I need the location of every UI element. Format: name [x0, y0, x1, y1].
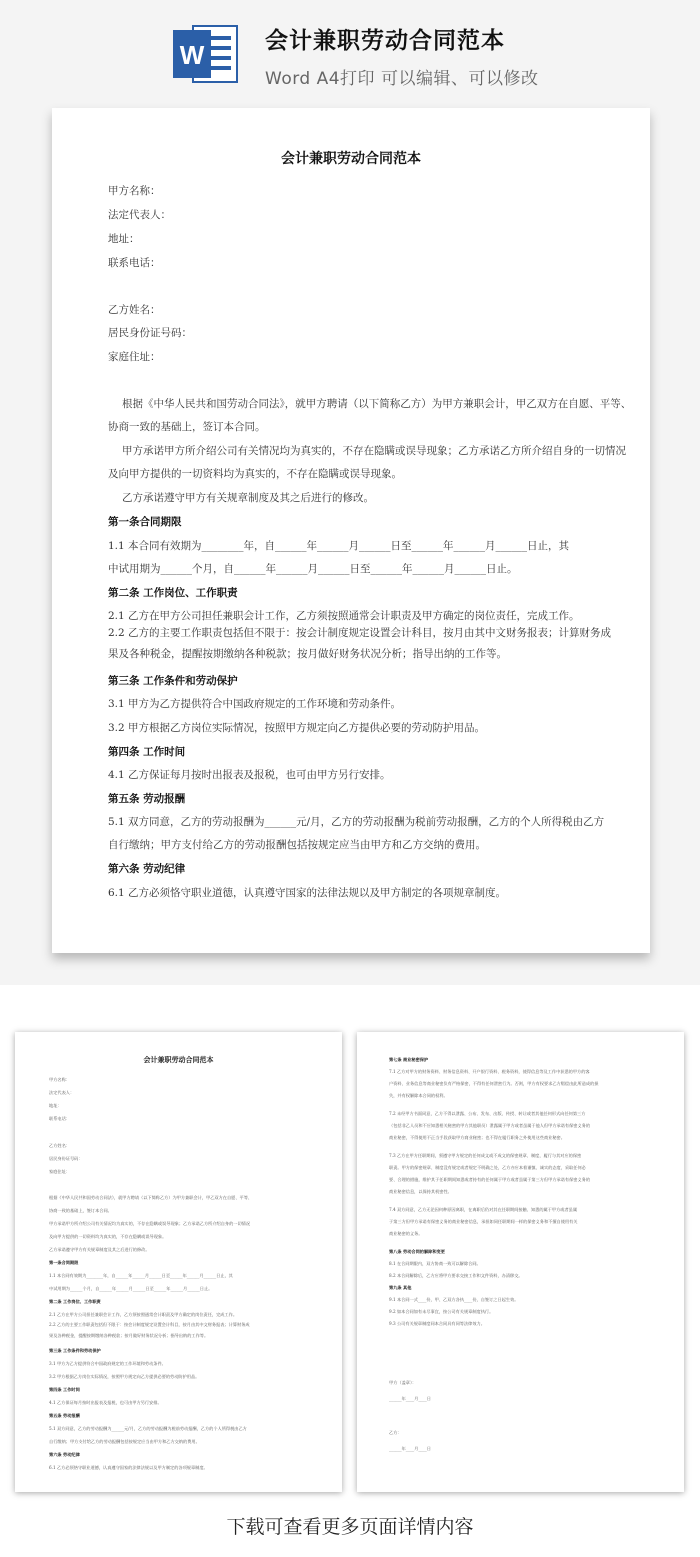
thumb-line: 家庭住址：: [49, 1169, 70, 1174]
thumb-line: ______年____月____日: [389, 1396, 431, 1401]
thumb-line: 职责。甲方的保密规章、制度没有规定或者规定不明确之处，乙方亦应本着谨慎、诚实的态度，采取任何必: [389, 1165, 586, 1170]
thumbnail-page-2[interactable]: [357, 1032, 684, 1492]
party-b-name: 乙方姓名：: [108, 304, 161, 316]
thumb-line: 户资料、业务信息等商业秘密负有严格保密，不得有任何泄密行为。否则，甲方有权要求乙方赔偿由此所造成的损: [389, 1081, 599, 1086]
thumb-line: 第七条 商业秘密保护: [389, 1057, 429, 1062]
section-5-title: 第五条 劳动报酬: [108, 793, 186, 805]
thumb-line: 8.2 本合同解除后，乙方应将甲方要求交接工作和文件资料，办清移交。: [389, 1273, 523, 1278]
section-2-line: 2.2 乙方的主要工作职责包括但不限于：按会计制度规定设置会计科目，按月由其中文财务报表；计算财务成: [108, 627, 612, 639]
thumb-line: 商业秘密的义务。: [389, 1231, 423, 1236]
section-4-title: 第四条 工作时间: [108, 746, 186, 758]
thumb-line: 居民身份证号码：: [49, 1156, 83, 1161]
thumb-line: 地址：: [49, 1103, 62, 1108]
thumb-line: 果及各种税金，提醒按期缴纳各种税款；按月做好财务状况分析；指导出纳的工作等。: [49, 1333, 209, 1338]
thumb-line: 第四条 工作时间: [49, 1387, 80, 1392]
thumb-line: 甲方承诺甲方所介绍公司有关情况均为真实的，不存在隐瞒或误导现象；乙方承诺乙方所介绍自身的一切情况: [49, 1221, 251, 1226]
section-1-line: 1.1 本合同有效期为________年，自______年______月______日至______年______月______日止，其: [108, 540, 570, 552]
preamble-line: 及向甲方提供的一切资料均为真实的，不存在隐瞒或误导现象。: [108, 468, 402, 480]
thumb-line: 2.1 乙方在甲方公司担任兼职会计工作，乙方须按照通常会计职责及甲方确定的岗位责任，完成工作。: [49, 1312, 238, 1317]
thumb-line: 第二条 工作岗位、工作职责: [49, 1299, 101, 1304]
thumb-line: 6.1 乙方必须恪守职业道德，认真遵守国家的法律法规以及甲方制定的各项规章制度。: [49, 1465, 208, 1470]
thumbnail-page-1[interactable]: [15, 1032, 342, 1492]
thumb-line: 自行缴纳；甲方支付给乙方的劳动报酬包括按规定应当由甲方和乙方交纳的费用。: [49, 1439, 200, 1444]
party-b-address: 家庭住址：: [108, 351, 161, 363]
section-2-title: 第二条 工作岗位、工作职责: [108, 587, 238, 599]
thumb-line: 3.2 甲方根据乙方岗位实际情况，按照甲方规定向乙方提供必要的劳动防护用品。: [49, 1374, 200, 1379]
thumb-line: 第一条合同期限: [49, 1260, 79, 1265]
section-1-line: 中试用期为______个月，自______年______月______日至______年______月______日止。: [108, 563, 518, 575]
thumb-title: 会计兼职劳动合同范本: [143, 1056, 214, 1064]
header-subtitle: Word A4打印 可以编辑、可以修改: [265, 69, 539, 89]
svg-text:W: W: [179, 40, 205, 70]
thumb-line: 根据《中华人民共和国劳动合同法》，就甲方聘请（以下简称乙方）为甲方兼职会计，甲乙双方在自愿、平等、: [49, 1195, 253, 1200]
thumb-line: 1.1 本合同有效期为________年，自______年______月______日至______年______月______日止，其: [49, 1273, 233, 1278]
thumb-line: 协商一致的基础上，签订本合同。: [49, 1208, 112, 1213]
section-5-line: 自行缴纳；甲方支付给乙方的劳动报酬包括按规定应当由甲方和乙方交纳的费用。: [108, 839, 486, 851]
section-5-line: 5.1 双方同意，乙方的劳动报酬为______元/月，乙方的劳动报酬为税前劳动报酬，乙方的个人所得税由乙方: [108, 816, 605, 828]
thumb-line: 7.4 双方同意，乙方无论因何种原因离职，在离职后仍对其在任职期间接触、知悉的属于甲方或者虽属: [389, 1207, 578, 1212]
section-3-title: 第三条 工作条件和劳动保护: [108, 675, 238, 687]
thumb-line: 2.2 乙方的主要工作职责包括但不限于：按会计制度规定设置会计科目，按月由其中文财务报表；计算财务成: [49, 1322, 250, 1327]
thumb-line: 商业秘密，不得使用不正当手段获取甲方商业秘密；也不得在履行职务之外使用这些商业秘密。: [389, 1135, 565, 1140]
thumb-line: （包括非乙人员和不应知悉相关秘密的甲方其他职员）泄露属于甲方或者虽属于他人但甲方承诺有保密义务的: [389, 1123, 591, 1128]
thumb-line: 9.1 本合同一式____份，甲、乙双方各执____份，自签订之日起生效。: [389, 1297, 519, 1302]
thumbnail-area: [0, 985, 700, 1557]
thumb-line: 于第三方但甲方承诺有保密义务的商业秘密信息，承担如同任职期间一样的保密义务和不擅自使用有关: [389, 1219, 578, 1224]
document-page: [52, 108, 650, 953]
thumb-line: 5.1 双方同意，乙方的劳动报酬为______元/月，乙方的劳动报酬为税前劳动报酬，乙方的个人所得税由乙方: [49, 1426, 247, 1431]
word-icon: [173, 22, 239, 86]
thumb-line: 3.1 甲方为乙方提供符合中国政府规定的工作环境和劳动条件。: [49, 1361, 166, 1366]
header: [0, 0, 700, 100]
thumb-line: 第三条 工作条件和劳动保护: [49, 1348, 101, 1353]
thumb-line: 7.1 乙方对甲方的财务资料、财务信息资料、开户银行资料、税务资料，使得信息等及工作中获悉的甲方的客: [389, 1069, 590, 1074]
thumb-line: 第六条 劳动纪律: [49, 1452, 80, 1457]
footer-download-text[interactable]: 下载可查看更多页面详情内容: [226, 1516, 474, 1538]
thumb-line: 要、合理的措施，维护其于任职期间知悉或者持有的任何属于甲方或者虽属于第三方但甲方承诺有保密义务的: [389, 1177, 591, 1182]
thumb-line: 联系电话：: [49, 1116, 70, 1121]
thumb-line: 乙方姓名：: [49, 1143, 70, 1148]
party-a-rep: 法定代表人：: [108, 209, 171, 221]
preamble-line: 根据《中华人民共和国劳动合同法》，就甲方聘请（以下简称乙方）为甲方兼职会计，甲乙双方在自愿、平等、: [122, 398, 632, 410]
thumb-line: 7.2 未经甲方书面同意，乙方不得以泄露、公布、发布、出版、传授、转让或者其他任何形式向任何第三方: [389, 1111, 586, 1116]
thumb-line: ______年____月____日: [389, 1446, 431, 1451]
thumb-line: 乙方：: [389, 1430, 402, 1435]
thumb-line: 第九条 其他: [389, 1285, 412, 1290]
thumb-line: 甲方名称：: [49, 1077, 70, 1082]
party-a-name: 甲方名称：: [108, 185, 161, 197]
thumb-line: 9.2 如本合同如有未尽事宜，按公司有关规章制度执行。: [389, 1309, 494, 1314]
thumb-line: 第八条 劳动合同的解除和变更: [389, 1249, 445, 1254]
thumb-line: 法定代表人：: [49, 1090, 75, 1095]
section-3-line: 3.1 甲方为乙方提供符合中国政府规定的工作环境和劳动条件。: [108, 698, 402, 710]
party-b-id: 居民身份证号码：: [108, 327, 192, 339]
header-title: 会计兼职劳动合同范本: [265, 28, 505, 54]
thumb-line: 中试用期为______个月，自______年______月______日至______年______月______日止。: [49, 1286, 213, 1291]
thumb-line: 甲方（盖章）：: [389, 1380, 417, 1385]
section-3-line: 3.2 甲方根据乙方岗位实际情况，按照甲方规定向乙方提供必要的劳动防护用品。: [108, 722, 486, 734]
section-6-line: 6.1 乙方必须恪守职业道德，认真遵守国家的法律法规以及甲方制定的各项规章制度。: [108, 887, 507, 899]
section-1-title: 第一条合同期限: [108, 516, 182, 528]
preamble-line: 乙方承诺遵守甲方有关规章制度及其之后进行的修改。: [122, 492, 374, 504]
party-a-phone: 联系电话：: [108, 257, 161, 269]
section-6-title: 第六条 劳动纪律: [108, 863, 186, 875]
thumb-line: 乙方承诺遵守甲方有关规章制度及其之后进行的修改。: [49, 1247, 150, 1252]
section-4-line: 4.1 乙方保证每月按时出报表及报税，也可由甲方另行安排。: [108, 769, 391, 781]
thumb-line: 第五条 劳动报酬: [49, 1413, 80, 1418]
thumb-line: 及向甲方提供的一切资料均为真实的，不存在隐瞒或误导现象。: [49, 1234, 167, 1239]
party-a-address: 地址：: [108, 233, 140, 245]
section-2-line: 2.1 乙方在甲方公司担任兼职会计工作，乙方须按照通常会计职责及甲方确定的岗位责任，完成工作。: [108, 610, 580, 622]
preamble-line: 甲方承诺甲方所介绍公司有关情况均为真实的，不存在隐瞒或误导现象；乙方承诺乙方所介绍自身的一切情况: [122, 445, 626, 457]
thumb-line: 7.3 乙方在甲方任职期间，须遵守甲方规定的任何成文或不成文的保密规章、制度，履行与其对应的保密: [389, 1153, 582, 1158]
thumb-line: 失，并有权解除本合同的权利。: [389, 1093, 448, 1098]
thumb-line: 9.3 公司有关规章制度同本合同具有同等法律效力。: [389, 1321, 485, 1326]
thumb-line: 商业秘密信息，以保持其机密性。: [389, 1189, 452, 1194]
document-title: 会计兼职劳动合同范本: [281, 151, 421, 167]
thumb-line: 8.1 在合同期限内，双方协商一致可以解除合同。: [389, 1261, 481, 1266]
preamble-line: 协商一致的基础上，签订本合同。: [108, 421, 266, 433]
section-2-line: 果及各种税金，提醒按期缴纳各种税款；按月做好财务状况分析；指导出纳的工作等。: [108, 648, 507, 660]
thumb-line: 4.1 乙方保证每月按时出报表及报税，也可由甲方另行安排。: [49, 1400, 162, 1405]
